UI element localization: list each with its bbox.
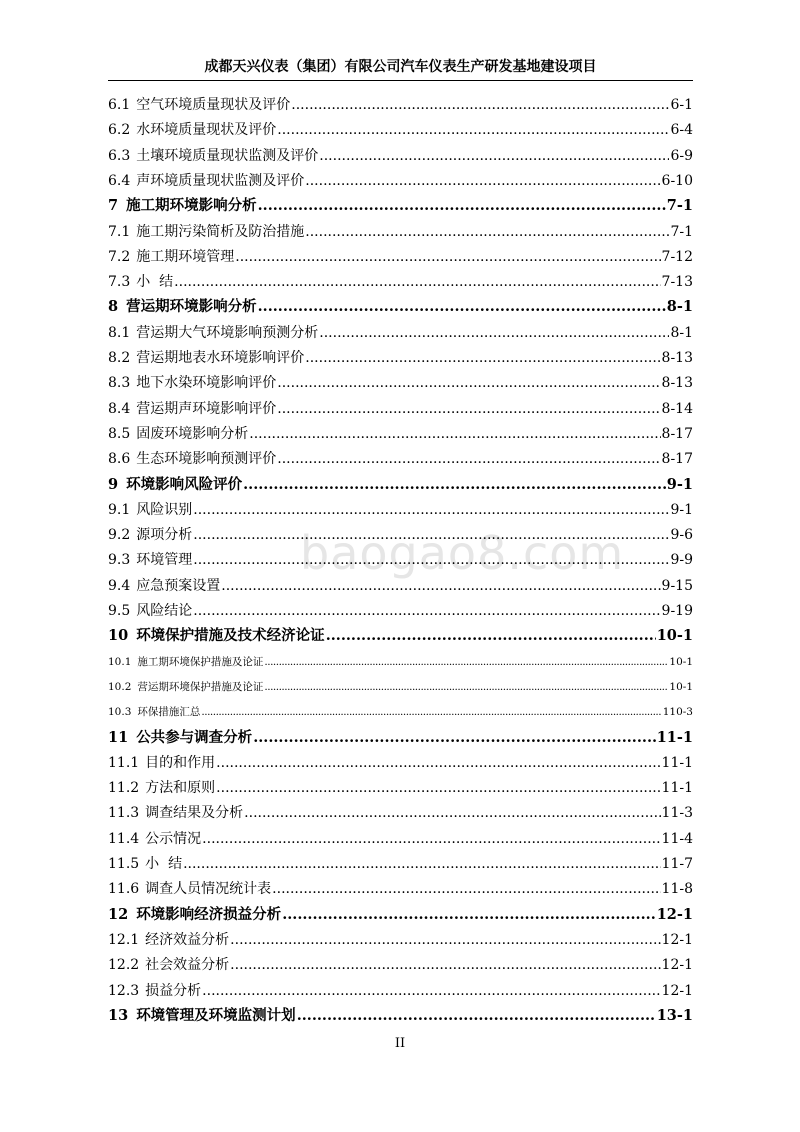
toc-entry-page: 12-1 (656, 905, 693, 923)
toc-entry[interactable] (108, 322, 693, 344)
toc-entry-page: 10-1 (669, 680, 693, 693)
dot-leader (193, 499, 669, 521)
toc-entry-number: 10.1 (108, 655, 132, 668)
toc-entry-page: 6-10 (661, 172, 693, 189)
toc-entry-title: 生态环境影响预测评价 (136, 451, 277, 468)
toc-entry-title: 环境管理及环境监测计划 (136, 1006, 296, 1024)
toc-entry-number: 6.4 (108, 172, 131, 189)
toc-entry[interactable] (108, 727, 693, 749)
toc-entry-title: 营运期地表水环境影响评价 (136, 350, 305, 366)
dot-leader (258, 195, 666, 217)
toc-entry-page: 8-1 (666, 298, 693, 316)
toc-entry[interactable] (108, 423, 693, 445)
toc-entry-page: 6-9 (670, 147, 693, 164)
dot-leader (216, 777, 660, 799)
toc-entry[interactable] (108, 549, 693, 571)
toc-entry-page: 10-1 (669, 655, 693, 668)
toc-entry-number: 11.3 (108, 805, 140, 822)
toc-entry-title: 固废环境影响分析 (136, 425, 249, 442)
toc-entry-number: 8.2 (108, 350, 131, 366)
toc-entry-title: 小 结 (136, 274, 174, 291)
toc-entry[interactable] (108, 752, 693, 774)
toc-entry-number: 11.2 (108, 780, 140, 797)
toc-entry-title: 地下水染环境影响评价 (136, 375, 277, 392)
dot-leader (277, 448, 660, 470)
toc-entry-number: 10 (108, 627, 129, 645)
toc-entry-number: 6.3 (108, 147, 131, 164)
dot-leader (221, 575, 660, 597)
dot-leader (277, 119, 669, 141)
toc-entry-page: 11-7 (661, 856, 693, 872)
dot-leader (297, 1005, 656, 1027)
toc-entry-title: 营运期声环境影响评价 (136, 400, 277, 417)
toc-entry[interactable] (108, 271, 693, 293)
toc-entry-page: 8-17 (661, 451, 693, 468)
toc-entry-title: 营运期环境影响分析 (126, 298, 257, 316)
toc-entry[interactable] (108, 94, 693, 116)
toc-entry-number: 12 (108, 905, 129, 923)
toc-entry[interactable] (108, 372, 693, 394)
toc-entry-title: 施工期环境保护措施及论证 (137, 655, 264, 668)
toc-entry[interactable] (108, 701, 693, 723)
toc-entry-title: 环境影响经济损益分析 (136, 905, 282, 923)
dot-leader (230, 929, 660, 951)
toc-entry-title: 调查结果及分析 (145, 805, 244, 822)
toc-entry[interactable] (108, 524, 693, 546)
toc-entry[interactable] (108, 575, 693, 597)
toc-entry-page: 11-3 (661, 805, 693, 822)
toc-entry-number: 11.5 (108, 856, 140, 872)
toc-entry[interactable] (108, 499, 693, 521)
toc-entry[interactable] (108, 904, 693, 926)
toc-entry-number: 12.2 (108, 957, 140, 974)
dot-leader (305, 221, 669, 243)
toc-entry-page: 11-1 (656, 728, 693, 746)
toc-entry[interactable] (108, 170, 693, 192)
toc-entry-title: 应急预案设置 (136, 577, 221, 594)
toc-entry-title: 土壤环境质量现状监测及评价 (136, 147, 319, 164)
toc-entry-page: 9-1 (670, 501, 693, 518)
dot-leader (258, 296, 666, 318)
toc-entry-title: 施工期环境管理 (136, 248, 235, 265)
toc-entry-title: 营运期大气环境影响预测分析 (136, 324, 319, 341)
toc-entry-page: 6-1 (670, 97, 693, 113)
toc-entry-page: 9-15 (661, 577, 693, 594)
toc-entry-number: 7 (108, 197, 119, 215)
toc-entry-number: 7.2 (108, 248, 131, 265)
toc-entry[interactable] (108, 600, 693, 622)
toc-entry[interactable] (108, 398, 693, 420)
toc-entry-number: 9.2 (108, 527, 131, 544)
toc-entry-page: 9-1 (666, 475, 693, 493)
toc-entry-title: 风险识别 (136, 501, 193, 518)
toc-entry-title: 营运期环境保护措施及论证 (137, 680, 264, 693)
dot-leader (319, 145, 669, 167)
toc-entry-number: 12.3 (108, 982, 140, 999)
toc-entry-page: 12-1 (661, 982, 693, 999)
toc-entry[interactable] (108, 676, 693, 698)
toc-entry-title: 社会效益分析 (145, 957, 230, 974)
dot-leader (216, 752, 660, 774)
toc-entry-page: 8-1 (670, 324, 693, 341)
toc-entry-title: 目的和作用 (145, 754, 216, 771)
toc-entry-page: 8-14 (661, 400, 693, 417)
toc-entry-title: 环境影响风险评价 (126, 475, 243, 493)
toc-entry-title: 声环境质量现状监测及评价 (136, 172, 305, 189)
toc-entry-number: 8.1 (108, 324, 131, 341)
dot-leader (174, 271, 660, 293)
toc-entry-number: 9 (108, 475, 119, 493)
toc-entry-title: 施工期污染简析及防治措施 (136, 223, 305, 240)
toc-entry[interactable] (108, 929, 693, 951)
dot-leader (305, 347, 660, 369)
toc-entry-page: 7-1 (670, 223, 693, 240)
dot-leader (201, 701, 661, 723)
toc-entry-title: 公示情况 (145, 830, 202, 847)
dot-leader (202, 980, 660, 1002)
dot-leader (249, 423, 660, 445)
toc-entry[interactable] (108, 625, 693, 647)
toc-entry-title: 环境保护措施及技术经济论证 (136, 627, 325, 645)
toc-entry[interactable] (108, 195, 693, 217)
toc-entry[interactable] (108, 145, 693, 167)
toc-entry[interactable] (108, 802, 693, 824)
toc-entry-page: 13-1 (656, 1006, 693, 1024)
dot-leader (326, 625, 656, 647)
toc-entry-title: 损益分析 (145, 982, 202, 999)
dot-leader (277, 398, 660, 420)
toc-entry-number: 11.1 (108, 754, 140, 771)
toc-entry-page: 8-13 (661, 350, 693, 366)
toc-entry-number: 11.6 (108, 881, 140, 898)
toc-entry-page: 9-9 (670, 552, 693, 569)
page-number: II (394, 1036, 406, 1051)
toc-entry-page: 7-12 (661, 248, 693, 265)
dot-leader (291, 94, 669, 116)
document-title: 成都天兴仪表（集团）有限公司汽车仪表生产研发基地建设项目 (204, 59, 597, 75)
toc-entry-number: 9.3 (108, 552, 131, 569)
dot-leader (282, 904, 656, 926)
toc-entry-title: 水环境质量现状及评价 (136, 122, 277, 139)
toc-entry-number: 8.6 (108, 451, 131, 468)
toc-entry[interactable] (108, 474, 693, 496)
toc-entry-page: 11-8 (661, 881, 693, 898)
toc-entry[interactable] (108, 853, 693, 875)
toc-entry[interactable] (108, 828, 693, 850)
toc-entry-number: 8.3 (108, 375, 131, 392)
toc-entry-page: 110-3 (662, 706, 693, 719)
dot-leader (193, 600, 660, 622)
dot-leader (243, 474, 666, 496)
toc-entry[interactable] (108, 221, 693, 243)
toc-entry-page: 11-1 (661, 780, 693, 797)
dot-leader (264, 651, 668, 673)
toc-entry-page: 9-6 (670, 527, 693, 544)
toc-entry-page: 7-1 (666, 197, 693, 215)
toc-entry-title: 施工期环境影响分析 (126, 197, 257, 215)
dot-leader (305, 170, 660, 192)
toc-entry-page: 8-17 (661, 425, 693, 442)
toc-entry-title: 空气环境质量现状及评价 (136, 97, 291, 113)
toc-entry-page: 8-13 (661, 375, 693, 392)
toc-entry[interactable] (108, 246, 693, 268)
toc-entry-page: 12-1 (661, 931, 693, 948)
toc-entry[interactable] (108, 878, 693, 900)
toc-entry-title: 环境管理 (136, 552, 193, 569)
toc-entry-number: 12.1 (108, 931, 140, 948)
toc-entry-number: 8.5 (108, 425, 131, 442)
dot-leader (253, 727, 656, 749)
toc-entry-number: 9.4 (108, 577, 131, 594)
toc-entry[interactable] (108, 1005, 693, 1027)
toc-entry[interactable] (108, 119, 693, 141)
header-rule (108, 80, 693, 81)
dot-leader (230, 954, 660, 976)
toc-entry-page: 12-1 (661, 957, 693, 974)
dot-leader (264, 676, 668, 698)
toc-entry-number: 9.5 (108, 603, 131, 619)
toc-entry[interactable] (108, 296, 693, 318)
toc-entry-number: 10.2 (108, 680, 132, 693)
toc-entry-number: 7.1 (108, 223, 131, 240)
toc-entry-page: 11-4 (661, 830, 693, 847)
toc-entry-title: 风险结论 (136, 603, 193, 619)
toc-entry-number: 9.1 (108, 501, 131, 518)
toc-entry-number: 10.3 (108, 706, 132, 719)
dot-leader (235, 246, 660, 268)
toc-entry[interactable] (108, 954, 693, 976)
toc-entry-page: 11-1 (661, 754, 693, 771)
toc-entry-title: 公共参与调查分析 (136, 728, 253, 746)
toc-entry[interactable] (108, 448, 693, 470)
toc-entry-number: 6.1 (108, 97, 131, 113)
toc-entry-page: 7-13 (661, 274, 693, 291)
toc-entry-title: 经济效益分析 (145, 931, 230, 948)
toc-entry-title: 调查人员情况统计表 (145, 881, 272, 898)
toc-entry-title: 小 结 (145, 856, 183, 872)
dot-leader (193, 524, 669, 546)
toc-entry-page: 10-1 (656, 627, 693, 645)
toc-entry-number: 7.3 (108, 274, 131, 291)
dot-leader (244, 802, 660, 824)
toc-entry-number: 6.2 (108, 122, 131, 139)
toc-entry-number: 11 (108, 728, 129, 746)
dot-leader (202, 828, 660, 850)
dot-leader (319, 322, 669, 344)
watermark: baogao8.com (300, 526, 625, 580)
dot-leader (193, 549, 669, 571)
toc-entry-number: 13 (108, 1006, 129, 1024)
toc-entry-title: 环保措施汇总 (137, 706, 201, 719)
toc-entry-title: 源项分析 (136, 527, 193, 544)
toc-entry[interactable] (108, 347, 693, 369)
toc-entry[interactable] (108, 777, 693, 799)
dot-leader (183, 853, 660, 875)
toc-entry-title: 方法和原则 (145, 780, 216, 797)
toc-entry-page: 6-4 (670, 122, 693, 139)
toc-entry-number: 8.4 (108, 400, 131, 417)
toc-entry[interactable] (108, 980, 693, 1002)
dot-leader (277, 372, 660, 394)
toc-entry-number: 8 (108, 298, 119, 316)
toc-entry-number: 11.4 (108, 830, 140, 847)
dot-leader (272, 878, 660, 900)
toc-entry-page: 9-19 (661, 603, 693, 619)
toc-entry[interactable] (108, 651, 693, 673)
